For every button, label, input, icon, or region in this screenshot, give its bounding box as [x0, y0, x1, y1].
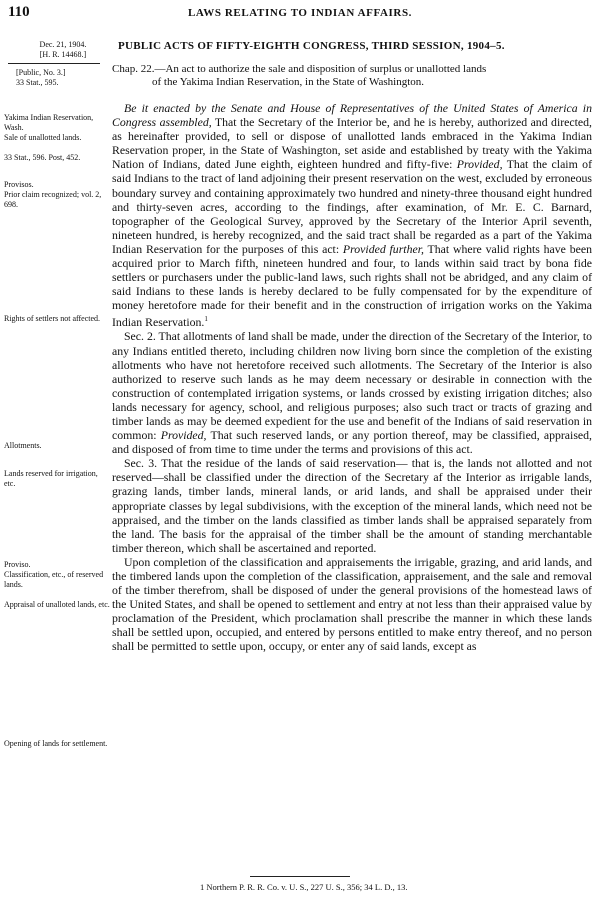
margin-note: 33 Stat., 596. Post, 452. — [4, 153, 81, 162]
page-number: 110 — [8, 4, 30, 20]
section-2-text-b: That such reserved lands, or any portion thereof, may be classified, appraised, and disposed of from time to time under the terms and provisions of this act. — [112, 428, 592, 457]
section-2 — [112, 329, 592, 456]
chapter-title-line1: Chap. 22.—An act to authorize the sale and disposition of surplus or unallotted lands — [112, 63, 487, 75]
date-rule — [8, 63, 100, 64]
margin-note: Proviso. — [4, 560, 31, 569]
margin-note: Lands reserved for irrigation, etc. — [4, 469, 98, 488]
enacting-clause: Be it enacted by the Senate and House of Representatives of the United States of America in Congress assembled, — [112, 101, 592, 130]
footnote-rule — [250, 876, 350, 877]
section-1-text-a: That the Secretary of the Interior be, and he is hereby, authorized and directed, as hereinafter provided, to sell or dispose of unallotted lands embraced in the Yakima Indian Reservation proper, in the State of Washington, set aside and established by treaty with the Yakima Nation of Indians, dated June eighth, eighteen hundred and fifty-five: — [112, 115, 592, 172]
proviso-word: Provided, — [456, 157, 503, 172]
margin-note: Classification, etc., of reserved lands. — [4, 570, 104, 589]
public-number: [Public, No. 3.] — [16, 68, 66, 77]
section-3: Sec. 3. That the residue of the lands of said reservation— that is, the lands not allotted and not reserved—shall be classified under the direction of the Secretary af the Interior as irrigable lands, grazing lands, timber lands, mineral lands, or arid lands, and shall be appraised under their appropriate classes by legal subdivisions, with the exception of the mineral lands, which need not be appraised, and the timber on the lands classified as timber lands shall be appraised separately from the land. The basis for the appraisal of the timber shall be the amount of standing merchantable timber thereon, which shall be ascertained and reported. — [112, 456, 592, 555]
section-3-opening: Upon completion of the classification and appraisements the irrigable, grazing, and arid lands, and the timbered lands upon the completion of the classification, appraisement, and the sale and removal of the timber therefrom, shall be disposed of under the general provisions of the homestead laws of the United States, and shall be opened to settlement and entry at not less than their appraised value by proclamation of the President, which proclamation shall prescribe the manner in which these lands shall be settled upon, occupied, and entered by persons entitled to make entry thereof, and no person shall be permitted to settle upon, occupy, or enter any of said lands, except as — [112, 554, 592, 654]
statute-body — [112, 101, 592, 654]
margin-note: Allotments. — [4, 441, 42, 450]
proviso-word: Provided further, — [342, 241, 424, 256]
chapter-title — [112, 63, 592, 89]
act-date: Dec. 21, 1904. — [39, 40, 87, 49]
bill-number: [H. R. 14468.] — [39, 50, 87, 59]
footnote: 1 Northern P. R. R. Co. v. U. S., 227 U. S., 356; 34 L. D., 13. — [200, 882, 408, 892]
citation-block — [16, 68, 106, 88]
date-block — [28, 40, 98, 60]
section-2-text-a: Sec. 2. That allotments of land shall be made, under the direction of the Secretary of the Interior, to any Indians entitled thereto, including children now living born since the completion of the existing allotments who have not heretofore received such allotments. The Secretary of the Interior is also authorized to reserve such lands as he may deem necessary or desirable in connection with the construction of contemplated irrigation systems, or lands crossed by existing irrigation ditches; also lands necessary for agency, school, and religious purposes; also such tract or tracts of grazing and timber lands as may be deemed expedient for the use and benefit of the Indians of said reservation in common: — [112, 329, 592, 443]
stat-citation: 33 Stat., 595. — [16, 78, 59, 87]
section-1-text-b: That the claim of said Indians to the tract of land adjoining their present reservation on the west, excluded by erroneous boundary survey and containing approximately two hundred and ninety-three thousand eight hundred and thirty-seven acres, according to the findings, after examination, of Mr. E. C. Barnard, topographer of the Geological Survey, approved by the Secretary of the Interior April seventh, nineteen hundred, is hereby recognized, and the said tract shall be regarded as a part of the Yakima Indian Reservation for the purposes of this act: — [112, 157, 592, 256]
chapter-title-line2: of the Yakima Indian Reservation, in the State of Washington. — [152, 76, 425, 88]
section-1-text-c: That where valid rights have been acquired prior to March fifth, nineteen hundred and four, to lands within said tract by bona fide settlers or purchasers under the public-land laws, such rights shall not be abridged, and any claim of said Indians to these lands is hereby declared to be fully compensated for by the expenditure of money heretofore made for their benefit and in the construction of irrigation works on the Yakima Indian Reservation. — [112, 241, 592, 330]
acts-heading: PUBLIC ACTS OF FIFTY-EIGHTH CONGRESS, THIRD SESSION, 1904–5. — [118, 40, 505, 52]
section-1 — [112, 101, 592, 329]
margin-note: Prior claim recognized; vol. 2, 698. — [4, 190, 102, 209]
margin-note: Rights of settlers not affected. — [4, 314, 101, 323]
footnote-ref: 1 — [204, 315, 208, 324]
margin-note: Sale of unallotted lands. — [4, 133, 82, 142]
running-head: LAWS RELATING TO INDIAN AFFAIRS. — [187, 7, 413, 19]
margin-note: Opening of lands for settlement. — [4, 739, 108, 748]
margin-note: Appraisal of unalloted lands, etc. — [4, 600, 110, 609]
margin-note: Provisos. — [4, 180, 34, 189]
proviso-word: Provided, — [160, 428, 207, 443]
page-header — [8, 4, 592, 24]
margin-note: Yakima Indian Reservation, Wash. — [4, 113, 94, 132]
